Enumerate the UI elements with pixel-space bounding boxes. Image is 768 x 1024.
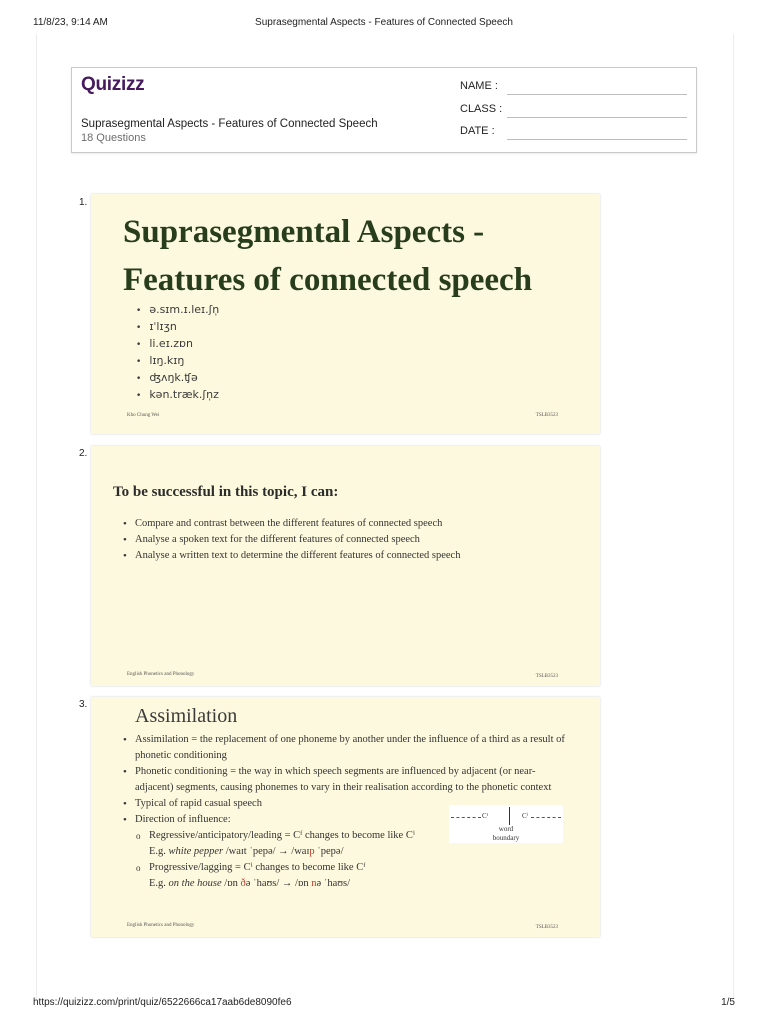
name-line (507, 94, 687, 95)
quiz-header (71, 67, 697, 153)
slide-title: To be successful in this topic, I can: (113, 484, 339, 500)
highlight: ð (240, 878, 246, 889)
slide-footer-left: English Phonetics and Phonology (127, 672, 195, 677)
list-item: • Analyse a spoken text for the different features of connected speech (123, 532, 460, 548)
question-count: 18 Questions (81, 132, 146, 144)
boundary-line (509, 807, 510, 825)
date-label: DATE : (460, 125, 495, 137)
highlight: p (309, 846, 315, 857)
print-title: Suprasegmental Aspects - Features of Connected Speech (255, 17, 513, 28)
highlight: n (311, 878, 317, 889)
ipa-list (136, 302, 219, 404)
ci-label: Cⁱ (522, 812, 529, 820)
slide-footer-right: TSLB3523 (535, 674, 558, 679)
list-item: • Assimilation = the replacement of one phoneme by another under the influence of a third as a result of phonetic conditioning (123, 732, 573, 764)
list-item: • Analyse a written text to determine the different features of connected speech (123, 548, 460, 564)
slide-title: Suprasegmental Aspects - Features of connected speech (123, 214, 533, 298)
list-item-text: Direction of influence: (135, 814, 231, 825)
name-label: NAME : (460, 80, 498, 92)
date-line (507, 139, 687, 140)
slide-footer-right: TSLB3523 (535, 925, 558, 930)
slide-image (91, 446, 600, 686)
quiz-title: Suprasegmental Aspects - Features of Connected Speech (81, 118, 378, 130)
slide-image (91, 194, 600, 434)
slide-footer-left: Kho Chung Wei (127, 413, 160, 418)
class-label: CLASS : (460, 103, 503, 115)
class-line (507, 117, 687, 118)
word-boundary-diagram (449, 805, 563, 843)
example-line: E.g. white pepper /waɪt ˈpepə/ → /waɪp ˈpepə/ (149, 846, 344, 857)
word-label: word (498, 825, 514, 833)
list-item: • Typical of rapid casual speech (123, 796, 573, 812)
print-datetime: 11/8/23, 9:14 AM (33, 17, 108, 28)
slide-image (91, 697, 600, 937)
cf-label: Cᶠ (482, 812, 489, 820)
quizizz-logo: Quizizz (81, 74, 145, 95)
list-item: • ə.sɪm.ɪ.leɪ.ʃn̩ (136, 302, 219, 319)
sub-item: o Progressive/lagging = Cⁱ changes to become like Cᶠ (123, 860, 573, 876)
question-number: 1. (79, 197, 88, 208)
page-number: 1/5 (721, 997, 735, 1008)
example-line: E.g. on the house /ɒn ðə ˈhaʊs/ → /ɒn nə ˈhaʊs/ (149, 878, 351, 889)
question-number: 2. (79, 448, 88, 459)
list-item: • ɪˈlɪʒn (136, 319, 219, 336)
print-url[interactable]: https://quizizz.com/print/quiz/6522666ca17aab6de8090fe6 (33, 997, 292, 1008)
list-item: • li.eɪ.zɒn (136, 336, 219, 353)
list-item: • Compare and contrast between the different features of connected speech (123, 516, 460, 532)
list-item: • kən.træk.ʃn̩z (136, 387, 219, 404)
slide-footer-right: TSLB3523 (535, 413, 558, 418)
list-item: • Phonetic conditioning = the way in which speech segments are influenced by adjacent (or near-adjacent) segments, causing phonemes to vary in their realisation according to the phonetic context (123, 764, 573, 796)
boundary-label: boundary (492, 834, 520, 842)
sub-item: o Regressive/anticipatory/leading = Cᶠ changes to become like Cⁱ (123, 828, 573, 844)
list-item: • ʤʌŋk.ʧə (136, 370, 219, 387)
objectives-list (123, 516, 460, 564)
slide-footer-left: English Phonetics and Phonology (127, 923, 195, 928)
list-item: • lɪŋ.kɪŋ (136, 353, 219, 370)
question-number: 3. (79, 699, 88, 710)
slide-title: Assimilation (135, 705, 238, 727)
